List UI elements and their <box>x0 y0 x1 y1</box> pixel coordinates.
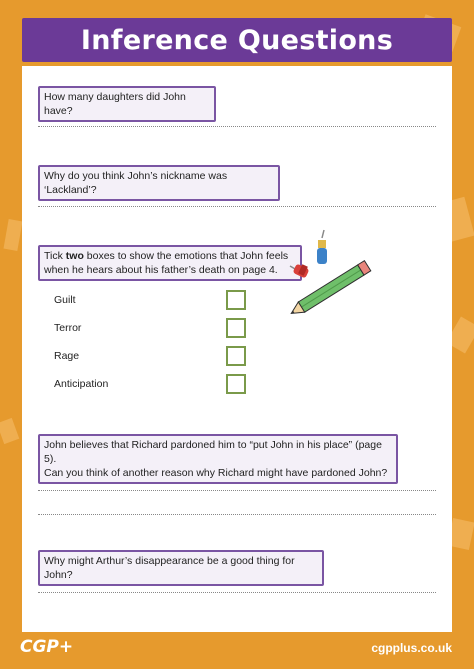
emotion-label-terror: Terror <box>54 322 82 334</box>
checkbox-anticipation[interactable] <box>226 374 246 394</box>
question-5-box <box>38 550 324 586</box>
question-3-prefix: Tick <box>44 250 66 262</box>
title-banner <box>22 18 452 62</box>
question-4-box <box>38 434 398 484</box>
red-push-pin-icon <box>290 264 309 279</box>
pencil-icon <box>282 228 382 328</box>
question-1-text: How many daughters did John have? <box>44 91 186 117</box>
answer-line-2[interactable] <box>38 206 436 207</box>
emotion-label-anticipation: Anticipation <box>54 378 109 390</box>
question-2-box <box>38 165 280 201</box>
question-3-box <box>38 245 302 281</box>
cgp-logo: CGP+ <box>20 637 74 657</box>
question-4-line1: John believes that Richard pardoned him to “put John in his place” (page 5). <box>44 439 382 465</box>
answer-line-4b[interactable] <box>38 514 436 515</box>
question-3-emphasis: two <box>65 250 84 262</box>
checkbox-guilt[interactable] <box>226 290 246 310</box>
footer-url[interactable]: cgpplus.co.uk <box>371 641 452 655</box>
answer-line-4a[interactable] <box>38 490 436 491</box>
emotion-label-rage: Rage <box>54 350 80 362</box>
blue-push-pin-icon <box>317 230 327 264</box>
checkbox-terror[interactable] <box>226 318 246 338</box>
page-title: Inference Questions <box>80 24 394 56</box>
question-3-line2: when he hears about his father’s death on page 4. <box>44 264 278 276</box>
question-1-box <box>38 86 216 122</box>
emotion-label-guilt: Guilt <box>54 294 76 306</box>
question-sheet <box>22 66 452 632</box>
answer-line-5[interactable] <box>38 592 436 593</box>
question-2-text: Why do you think John’s nickname was ‘Lackland’? <box>44 170 228 196</box>
checkbox-rage[interactable] <box>226 346 246 366</box>
question-3-line1: boxes to show the emotions that John feels <box>83 250 289 262</box>
answer-line-1[interactable] <box>38 126 436 127</box>
question-5-text: Why might Arthur’s disappearance be a good thing for John? <box>44 555 295 581</box>
question-4-line2: Can you think of another reason why Richard might have pardoned John? <box>44 467 388 479</box>
